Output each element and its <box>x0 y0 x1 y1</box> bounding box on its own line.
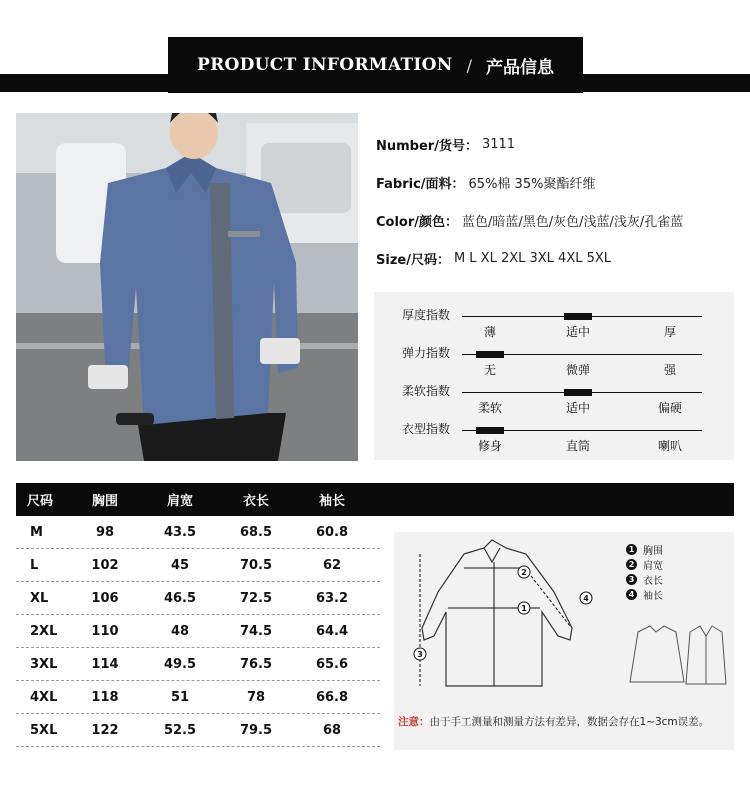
cell: 106 <box>91 590 119 606</box>
cell: 43.5 <box>163 524 197 540</box>
cell: 5XL <box>30 722 58 738</box>
index-option: 微弹 <box>565 363 590 377</box>
table-row <box>16 714 380 747</box>
cell: 118 <box>91 689 119 705</box>
header-sleeve: 袖长 <box>318 494 345 509</box>
cell: 102 <box>91 557 119 573</box>
legend-number: 2 <box>626 559 637 570</box>
legend-label: 衣长 <box>643 576 663 587</box>
cell: 76.5 <box>239 656 273 672</box>
cell: 114 <box>91 656 119 672</box>
cell: 52.5 <box>163 722 197 738</box>
cell: 45 <box>170 557 190 573</box>
product-info <box>376 125 736 277</box>
info-number <box>376 125 736 163</box>
size-table <box>16 483 380 747</box>
index-option: 柔软 <box>477 401 502 415</box>
index-option: 直筒 <box>565 439 590 453</box>
legend-label: 袖长 <box>643 591 663 602</box>
note-label: 注意： <box>398 716 430 728</box>
header-separator: / <box>466 55 472 75</box>
cell: 48 <box>170 623 190 639</box>
size-value: M L XL 2XL 3XL 4XL 5XL <box>453 250 612 266</box>
cell: 78 <box>246 689 266 705</box>
legend-item <box>626 557 663 572</box>
legend-label: 肩宽 <box>643 561 663 572</box>
product-photo <box>16 113 358 461</box>
cell: 64.4 <box>315 623 349 639</box>
index-option: 厚 <box>663 325 676 339</box>
index-marker <box>564 389 592 396</box>
index-option: 适中 <box>565 325 590 339</box>
table-row <box>16 648 380 681</box>
header-length: 衣长 <box>242 494 269 509</box>
index-option: 修身 <box>477 439 502 453</box>
header-chest: 胸围 <box>91 494 118 509</box>
cell: 49.5 <box>163 656 197 672</box>
index-option: 喇叭 <box>657 439 682 453</box>
legend-number: 4 <box>626 589 637 600</box>
cell: 4XL <box>30 689 58 705</box>
info-fabric <box>376 163 736 201</box>
table-row <box>16 582 380 615</box>
index-marker <box>476 351 504 358</box>
fabric-value: 65%棉 35%聚酯纤维 <box>468 176 596 192</box>
svg-text:4: 4 <box>583 594 589 603</box>
cell: M <box>30 524 43 540</box>
section-header <box>168 37 583 93</box>
index-label: 弹力指数 <box>402 346 451 360</box>
cell: 74.5 <box>239 623 273 639</box>
svg-text:1: 1 <box>521 604 527 613</box>
index-row-fit <box>374 418 734 456</box>
svg-text:3: 3 <box>417 650 423 659</box>
info-color <box>376 201 736 239</box>
color-value: 蓝色/暗蓝/黑色/灰色/浅蓝/浅灰/孔雀蓝 <box>462 214 684 230</box>
header-title-cn: 产品信息 <box>486 57 554 78</box>
index-label: 厚度指数 <box>402 308 451 322</box>
legend-number: 3 <box>626 574 637 585</box>
cell: 3XL <box>30 656 58 672</box>
index-marker <box>476 427 504 434</box>
cell: 63.2 <box>315 590 349 606</box>
cell: 68.5 <box>239 524 273 540</box>
index-label: 衣型指数 <box>402 422 451 436</box>
cell: 110 <box>91 623 119 639</box>
index-marker <box>564 313 592 320</box>
table-row <box>16 549 380 582</box>
cell: 2XL <box>30 623 58 639</box>
number-value: 3111 <box>481 136 516 152</box>
index-row-elasticity <box>374 342 734 380</box>
cell: XL <box>30 590 49 606</box>
cell: 72.5 <box>239 590 273 606</box>
cell: L <box>30 557 39 573</box>
index-option: 强 <box>663 363 676 377</box>
cell: 79.5 <box>239 722 273 738</box>
index-label: 柔软指数 <box>402 384 451 398</box>
cell: 60.8 <box>315 524 349 540</box>
index-row-softness <box>374 380 734 418</box>
table-row <box>16 516 380 549</box>
size-label: Size/尺码： <box>376 252 450 268</box>
color-label: Color/颜色： <box>376 214 459 230</box>
number-label: Number/货号： <box>376 138 478 154</box>
header-title-en: PRODUCT INFORMATION <box>196 55 453 75</box>
legend-label: 胸围 <box>643 546 663 557</box>
table-row <box>16 615 380 648</box>
cell: 70.5 <box>239 557 273 573</box>
info-size <box>376 239 736 277</box>
legend-item <box>626 572 663 587</box>
svg-text:2: 2 <box>521 568 527 577</box>
header-size: 尺码 <box>27 494 54 509</box>
index-option: 无 <box>483 363 496 377</box>
measurement-diagram <box>394 532 734 750</box>
cell: 66.8 <box>315 689 349 705</box>
cell: 98 <box>95 524 115 540</box>
cell: 46.5 <box>163 590 197 606</box>
table-row <box>16 681 380 714</box>
cell: 65.6 <box>315 656 349 672</box>
index-row-thickness <box>374 304 734 342</box>
diagram-legend <box>626 542 663 602</box>
index-panel <box>374 292 734 460</box>
cell: 122 <box>91 722 119 738</box>
index-option: 适中 <box>565 401 590 415</box>
cell: 51 <box>170 689 190 705</box>
note-text: 由于手工测量和测量方法有差异，数据会存在1~3cm误差。 <box>429 716 710 728</box>
index-option: 薄 <box>483 325 496 339</box>
fabric-label: Fabric/面料： <box>376 176 465 192</box>
legend-item <box>626 587 663 602</box>
header-shoulder: 肩宽 <box>166 494 193 509</box>
cell: 68 <box>322 722 342 738</box>
diagram-header-bar <box>380 483 734 516</box>
legend-number: 1 <box>626 544 637 555</box>
measurement-note <box>398 714 709 729</box>
cell: 62 <box>322 557 342 573</box>
index-option: 偏硬 <box>657 401 682 415</box>
legend-item <box>626 542 663 557</box>
table-header <box>16 483 380 516</box>
